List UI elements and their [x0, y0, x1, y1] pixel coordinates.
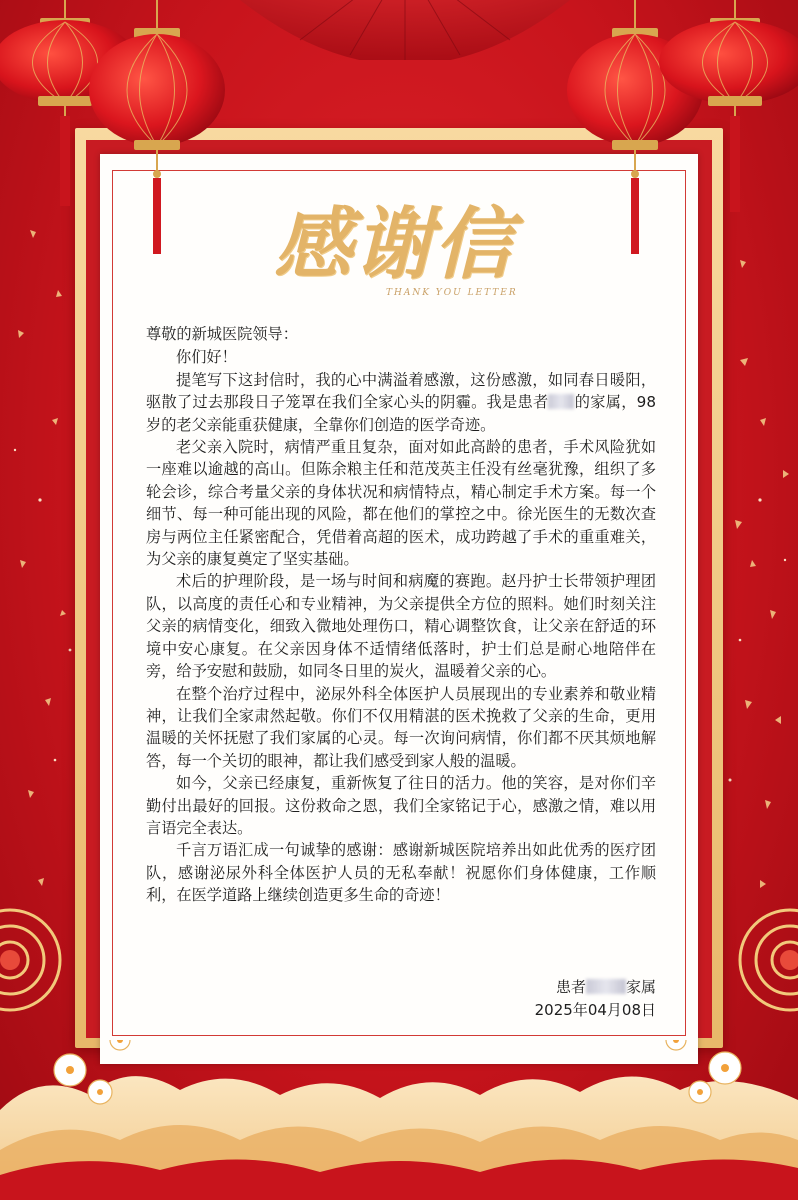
- paragraph-1-part-b: 的家属，98 岁的老父亲能重获健康，全靠你们创造的医学奇迹。: [146, 393, 657, 434]
- bottom-cloud-decoration: [0, 1040, 798, 1200]
- salutation: 尊敬的新城医院领导：: [146, 325, 298, 343]
- redacted-name: [548, 394, 574, 409]
- signature-line: [535, 976, 656, 999]
- title-text: 感谢信: [274, 199, 515, 290]
- paragraph-5: 如今，父亲已经康复，重新恢复了往日的活力。他的笑容，是对你们辛勤付出最好的回报。这份救命之恩，我们全家铭记于心，感激之情，难以用言语完全表达。: [146, 774, 656, 837]
- paragraph-3: 术后的护理阶段，是一场与时间和病魔的赛跑。赵丹护士长带领护理团队，以高度的责任心和专业精神，为父亲提供全方位的照料。她们时刻关注父亲的病情变化，细致入微地处理伤口，精心调整饮食，让父亲在舒适的环境中安心康复。在父亲因身体不适情绪低落时，护士们总是耐心地陪伴在旁，给予安慰和鼓励，如同冬日里的炭火，温暖着父亲的心。: [146, 572, 656, 681]
- signature-date: 2025年04月08日: [534, 1001, 656, 1019]
- paragraph-1: [146, 369, 656, 436]
- paragraph-6: 千言万语汇成一句诚挚的感谢：感谢新城医院培养出如此优秀的医疗团队，感谢泌尿外科全体医护人员的无私奉献！祝愿你们身体健康，工作顺利，在医学道路上继续创造更多生命的奇迹！: [146, 841, 656, 905]
- greeting: 你们好！: [176, 348, 237, 367]
- paragraph-1-part-a: 提笔写下这封信时，我的心中满溢着感激，这份感激，如同春日暖阳，驱散了过去那段日子笼罩在我们全家心头的阴霾。我是患者: [146, 370, 656, 412]
- lantern-left-small-icon: [82, 0, 232, 260]
- signature-block: [535, 976, 656, 1022]
- paragraph-4: 在整个治疗过程中，泌尿外科全体医护人员展现出的专业素养和敬业精神，让我们全家肃然起敬。你们不仅用精湛的医术挽救了父亲的生命，更用温暖的关怀抚慰了我们家属的心灵。每一次询问病情，你们都不厌其烦地解答，每一个关切的眼神，都让我们感受到家人般的温暖。: [146, 684, 656, 770]
- letter-body: [146, 323, 656, 907]
- fan-decoration: [240, 0, 570, 60]
- title-subtitle: THANK YOU LETTER: [386, 288, 518, 298]
- flower-right-icon: [730, 880, 798, 1040]
- flower-left-icon: [0, 880, 70, 1040]
- paragraph-2: 老父亲入院时，病情严重且复杂，面对如此高龄的患者，手术风险犹如一座难以逾越的高山。但陈余粮主任和范茂英主任没有丝毫犹豫，组织了多轮会诊，综合考量父亲的身体状况和病情特点，精心制定手术方案。每一个细节、每一种可能出现的风险，都在他们的掌控之中。徐光医生的无数次查房与两位主任紧密配合，凭借着高超的医术，成功跨越了手术的重重难关，为父亲的康复奠定了坚实基础。: [146, 438, 656, 569]
- lantern-right-large-icon: [650, 0, 798, 230]
- redacted-signature-name: [586, 979, 626, 994]
- signature-prefix: 患者: [555, 978, 586, 996]
- signature-suffix: 家属: [625, 978, 656, 996]
- letter-title: [260, 178, 550, 308]
